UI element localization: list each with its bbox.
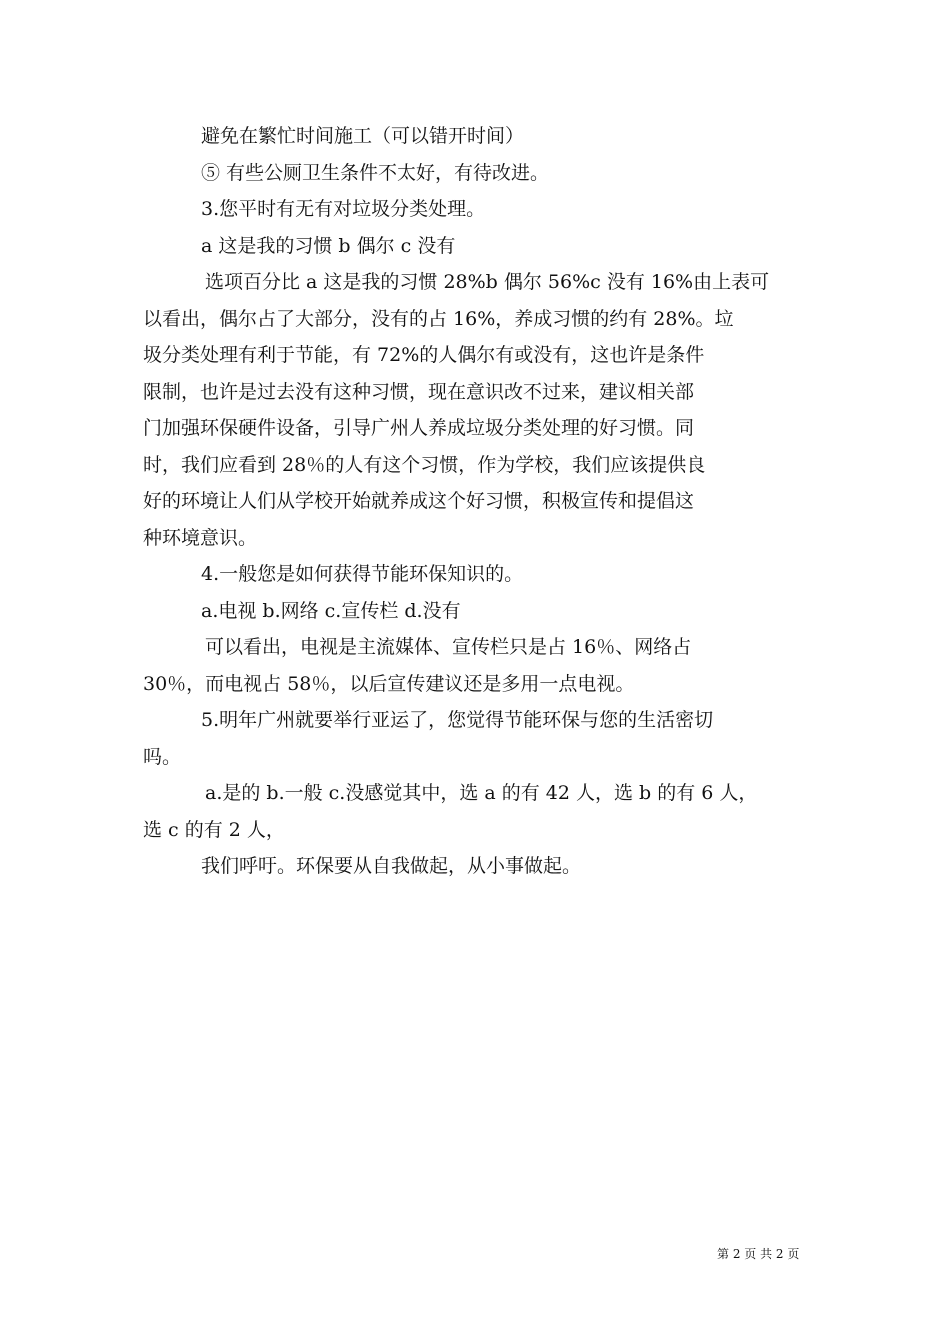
paragraph-line: 好的环境让人们从学校开始就养成这个好习惯，积极宣传和提倡这 <box>143 490 695 512</box>
paragraph-line: 时，我们应看到 28％的人有这个习惯，作为学校，我们应该提供良 <box>143 453 706 476</box>
paragraph-line: a.是的 b.一般 c.没感觉其中，选 a 的有 42 人，选 b 的有 6 人， <box>205 782 758 804</box>
paragraph-line: 以看出，偶尔占了大部分，没有的占 16%，养成习惯的约有 28%。垃 <box>143 307 734 330</box>
paragraph-line: 可以看出，电视是主流媒体、宣传栏只是占 16％、网络占 <box>205 636 692 658</box>
paragraph-line: 避免在繁忙时间施工（可以错开时间） <box>201 125 525 147</box>
paragraph-line: 种环境意识。 <box>143 526 258 549</box>
question-4-options: a.电视 b.网络 c.宣传栏 d.没有 <box>201 599 461 622</box>
paragraph-line: 圾分类处理有利于节能，有 72%的人偶尔有或没有，这也许是条件 <box>143 344 705 366</box>
paragraph-line: 限制，也许是过去没有这种习惯，现在意识改不过来，建议相关部 <box>143 380 695 403</box>
question-5: 5.明年广州就要举行亚运了，您觉得节能环保与您的生活密切 <box>201 709 714 731</box>
paragraph-line: 选 c 的有 2 人， <box>143 818 285 841</box>
closing-line: 我们呼吁。环保要从自我做起，从小事做起。 <box>201 855 582 877</box>
question-4: 4.一般您是如何获得节能环保知识的。 <box>201 563 524 585</box>
document-body <box>143 118 811 885</box>
page-number: 第 2 页 共 2 页 <box>717 1247 800 1261</box>
paragraph-line: 选项百分比 a 这是我的习惯 28%b 偶尔 56%c 没有 16%由上表可 <box>205 271 770 293</box>
paragraph-line: 30％，而电视占 58％，以后宣传建议还是多用一点电视。 <box>143 672 635 695</box>
question-3-options: a 这是我的习惯 b 偶尔 c 没有 <box>201 234 456 257</box>
question-3: 3.您平时有无有对垃圾分类处理。 <box>201 198 486 220</box>
question-5-cont: 吗。 <box>143 745 182 768</box>
paragraph-line: 门加强环保硬件设备，引导广州人养成垃圾分类处理的好习惯。同 <box>143 417 695 439</box>
paragraph-line: ⑤ 有些公厕卫生条件不太好，有待改进。 <box>201 161 550 184</box>
